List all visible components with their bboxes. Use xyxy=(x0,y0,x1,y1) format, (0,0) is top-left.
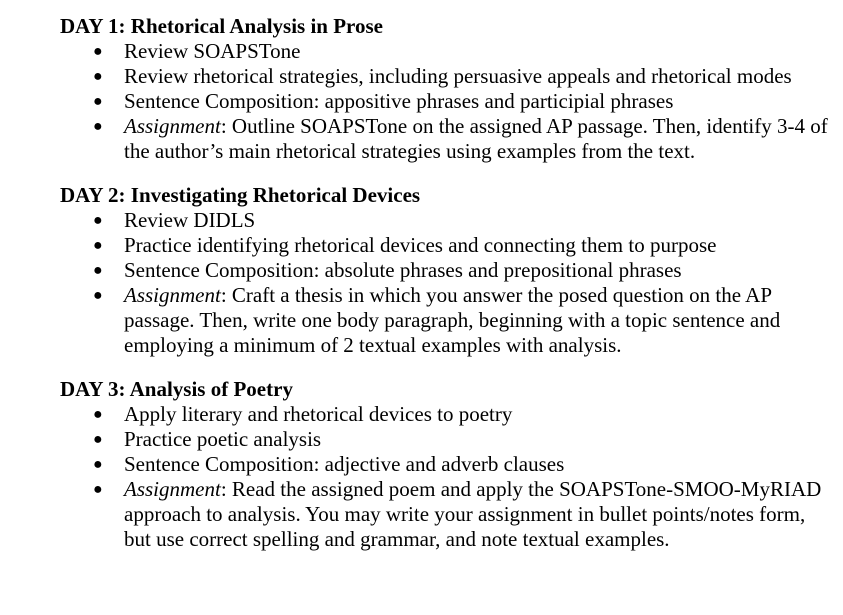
item-text: Apply literary and rhetorical devices to poetry xyxy=(124,402,513,426)
list-item xyxy=(60,402,835,427)
assignment-item xyxy=(60,283,835,358)
day-3-title: DAY 3: Analysis of Poetry xyxy=(60,377,293,401)
item-text: : Read the assigned poem and apply the SOAPSTone-SMOO-MyRIAD approach to analysis. You may write your assignment in bullet points/notes form, but use correct spelling and grammar, and note textual examples. xyxy=(124,477,822,551)
list-item xyxy=(60,39,835,64)
bullet-icon: ● xyxy=(93,431,103,448)
item-text: Sentence Composition: appositive phrases and participial phrases xyxy=(124,89,674,113)
item-text: Review rhetorical strategies, including persuasive appeals and rhetorical modes xyxy=(124,64,792,88)
item-text: Review DIDLS xyxy=(124,208,256,232)
bullet-icon: ● xyxy=(93,456,103,473)
list-item xyxy=(60,258,835,283)
bullet-icon: ● xyxy=(93,93,103,110)
day-1-section xyxy=(60,13,835,164)
item-text: : Craft a thesis in which you answer the posed question on the AP passage. Then, write one body paragraph, beginning with a topic sentence and employing a minimum of 2 textual examples with analysis. xyxy=(124,283,781,357)
item-text: Review SOAPSTone xyxy=(124,39,301,63)
list-item xyxy=(60,89,835,114)
assignment-item xyxy=(60,114,835,164)
bullet-icon: ● xyxy=(93,481,103,498)
bullet-icon: ● xyxy=(93,68,103,85)
item-text: Sentence Composition: adjective and adverb clauses xyxy=(124,452,565,476)
day-2-list xyxy=(60,208,835,358)
list-item xyxy=(60,427,835,452)
bullet-icon: ● xyxy=(93,406,103,423)
item-text: : Outline SOAPSTone on the assigned AP passage. Then, identify 3-4 of the author’s main rhetorical strategies using examples from the text. xyxy=(124,114,828,163)
bullet-icon: ● xyxy=(93,237,103,254)
bullet-icon: ● xyxy=(93,118,103,135)
list-item xyxy=(60,233,835,258)
assignment-label: Assignment xyxy=(124,283,221,307)
bullet-icon: ● xyxy=(93,262,103,279)
item-text: Practice identifying rhetorical devices and connecting them to purpose xyxy=(124,233,717,257)
item-text: Practice poetic analysis xyxy=(124,427,322,451)
list-item xyxy=(60,452,835,477)
day-3-list xyxy=(60,402,835,552)
day-3-section xyxy=(60,376,835,552)
bullet-icon: ● xyxy=(93,212,103,229)
bullet-icon: ● xyxy=(93,43,103,60)
assignment-label: Assignment xyxy=(124,114,221,138)
list-item xyxy=(60,208,835,233)
assignment-item xyxy=(60,477,835,552)
document-page xyxy=(60,13,835,570)
day-1-list xyxy=(60,39,835,164)
day-1-title: DAY 1: Rhetorical Analysis in Prose xyxy=(60,14,383,38)
day-2-section xyxy=(60,182,835,358)
bullet-icon: ● xyxy=(93,287,103,304)
list-item xyxy=(60,64,835,89)
item-text: Sentence Composition: absolute phrases and prepositional phrases xyxy=(124,258,682,282)
assignment-label: Assignment xyxy=(124,477,221,501)
day-2-title: DAY 2: Investigating Rhetorical Devices xyxy=(60,183,421,207)
